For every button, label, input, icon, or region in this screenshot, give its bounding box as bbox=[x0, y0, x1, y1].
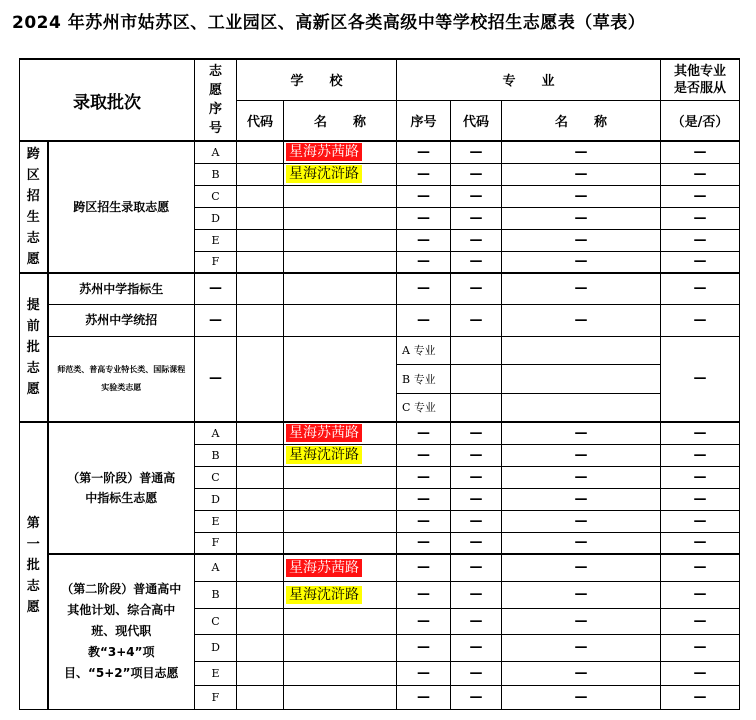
school-code-cell[interactable] bbox=[237, 581, 284, 608]
major-seq-header: 序号 bbox=[397, 100, 451, 141]
page-title: 2024 年苏州市姑苏区、工业园区、高新区各类高级中等学校招生志愿表（草表） bbox=[12, 13, 646, 33]
school-code-cell[interactable] bbox=[237, 336, 284, 422]
dash-cell: — bbox=[661, 661, 740, 685]
school-code-cell[interactable] bbox=[237, 304, 284, 336]
dash-cell: — bbox=[451, 532, 502, 554]
dash-cell: — bbox=[397, 141, 451, 163]
school-name-cell[interactable] bbox=[284, 422, 397, 444]
school-name-cell[interactable] bbox=[284, 229, 397, 251]
dash-cell: — bbox=[451, 608, 502, 634]
dash-cell: — bbox=[451, 466, 502, 488]
dash-cell: — bbox=[502, 444, 661, 466]
order-cell: B bbox=[195, 581, 237, 608]
application-form-table bbox=[19, 58, 740, 710]
school-tag-suqian: 星海苏茜路 bbox=[286, 424, 362, 442]
school-code-cell[interactable] bbox=[237, 251, 284, 273]
special-label: 师范类、普高专业特长类、国际课程实验类志愿 bbox=[48, 336, 195, 422]
order-cell: D bbox=[195, 207, 237, 229]
order-cell: A bbox=[195, 422, 237, 444]
dash-cell: — bbox=[397, 554, 451, 581]
school-name-cell[interactable] bbox=[284, 661, 397, 685]
dash-cell: — bbox=[451, 185, 502, 207]
school-code-cell[interactable] bbox=[237, 510, 284, 532]
dash-cell: — bbox=[502, 304, 661, 336]
dash-cell: — bbox=[451, 141, 502, 163]
dash-cell: — bbox=[397, 163, 451, 185]
dash-cell: — bbox=[502, 251, 661, 273]
order-cell: C bbox=[195, 185, 237, 207]
dash-cell: — bbox=[397, 661, 451, 685]
major-name-header: 名 称 bbox=[502, 100, 661, 141]
dash-cell: — bbox=[397, 685, 451, 709]
school-header: 学 校 bbox=[237, 59, 397, 100]
school-code-header: 代码 bbox=[237, 100, 284, 141]
dash-cell: — bbox=[661, 510, 740, 532]
dash-cell: — bbox=[451, 581, 502, 608]
school-code-cell[interactable] bbox=[237, 444, 284, 466]
dash-cell: — bbox=[502, 510, 661, 532]
dash-cell: — bbox=[397, 273, 451, 304]
school-code-cell[interactable] bbox=[237, 466, 284, 488]
school-tag-shenhu: 星海沈浒路 bbox=[286, 586, 362, 604]
quota-label: 苏州中学指标生 bbox=[48, 273, 195, 304]
order-cell: B bbox=[195, 444, 237, 466]
dash-cell: — bbox=[397, 444, 451, 466]
dash-cell: — bbox=[397, 510, 451, 532]
dash-cell: — bbox=[502, 634, 661, 661]
major-name-cell[interactable] bbox=[502, 393, 661, 422]
major-option-c: C 专业 bbox=[397, 393, 451, 422]
obey-header: 其他专业是否服从 bbox=[661, 59, 740, 100]
major-name-cell[interactable] bbox=[502, 364, 661, 393]
school-code-cell[interactable] bbox=[237, 532, 284, 554]
dash-cell: — bbox=[451, 304, 502, 336]
unified-label: 苏州中学统招 bbox=[48, 304, 195, 336]
dash-cell: — bbox=[502, 581, 661, 608]
dash-cell: — bbox=[502, 532, 661, 554]
stage2-label: （第二阶段）普通高中其他计划、综合高中班、现代职教“3+4”项目、“5+2”项目志愿 bbox=[48, 554, 195, 709]
dash-cell: — bbox=[661, 466, 740, 488]
dash-cell: — bbox=[502, 163, 661, 185]
school-name-cell[interactable] bbox=[284, 185, 397, 207]
dash-cell: — bbox=[661, 554, 740, 581]
school-name-cell[interactable] bbox=[284, 251, 397, 273]
dash-cell: — bbox=[451, 634, 502, 661]
major-code-cell[interactable] bbox=[451, 393, 502, 422]
dash-cell: — bbox=[502, 273, 661, 304]
dash-cell: — bbox=[451, 444, 502, 466]
school-name-cell[interactable] bbox=[284, 273, 397, 304]
dash-cell: — bbox=[502, 608, 661, 634]
dash-cell: — bbox=[661, 532, 740, 554]
order-header: 志愿序号 bbox=[195, 59, 237, 141]
cross-group-label: 跨区招生志愿 bbox=[20, 141, 48, 273]
major-code-header: 代码 bbox=[451, 100, 502, 141]
dash-cell: — bbox=[661, 422, 740, 444]
dash-cell: — bbox=[397, 532, 451, 554]
dash-cell: — bbox=[502, 661, 661, 685]
dash-cell: — bbox=[397, 422, 451, 444]
batch-header: 录取批次 bbox=[20, 59, 195, 141]
dash-cell: — bbox=[451, 207, 502, 229]
stage1-label: （第一阶段）普通高中指标生志愿 bbox=[48, 422, 195, 554]
dash-cell: — bbox=[502, 229, 661, 251]
cross-row-label: 跨区招生录取志愿 bbox=[48, 141, 195, 273]
dash-cell: — bbox=[661, 488, 740, 510]
dash-cell: — bbox=[661, 185, 740, 207]
order-cell: D bbox=[195, 634, 237, 661]
school-name-cell[interactable] bbox=[284, 163, 397, 185]
dash-cell: — bbox=[451, 229, 502, 251]
school-code-cell[interactable] bbox=[237, 229, 284, 251]
school-code-cell[interactable] bbox=[237, 141, 284, 163]
dash-cell: — bbox=[502, 466, 661, 488]
dash-cell: — bbox=[451, 273, 502, 304]
school-name-header: 名 称 bbox=[284, 100, 397, 141]
dash-cell: — bbox=[661, 273, 740, 304]
dash-cell: — bbox=[195, 273, 237, 304]
dash-cell: — bbox=[397, 251, 451, 273]
major-header: 专 业 bbox=[397, 59, 661, 100]
dash-cell: — bbox=[451, 251, 502, 273]
order-cell: A bbox=[195, 141, 237, 163]
school-name-cell[interactable] bbox=[284, 634, 397, 661]
dash-cell: — bbox=[502, 685, 661, 709]
school-name-cell[interactable] bbox=[284, 685, 397, 709]
order-cell: F bbox=[195, 251, 237, 273]
school-tag-suqian: 星海苏茜路 bbox=[286, 559, 362, 577]
dash-cell: — bbox=[661, 304, 740, 336]
dash-cell: — bbox=[502, 141, 661, 163]
school-name-cell[interactable] bbox=[284, 141, 397, 163]
school-code-cell[interactable] bbox=[237, 685, 284, 709]
school-name-cell[interactable] bbox=[284, 554, 397, 581]
school-tag-shenhu: 星海沈浒路 bbox=[286, 165, 362, 183]
dash-cell: — bbox=[397, 488, 451, 510]
major-name-cell[interactable] bbox=[502, 336, 661, 364]
order-cell: D bbox=[195, 488, 237, 510]
school-code-cell[interactable] bbox=[237, 207, 284, 229]
order-cell: B bbox=[195, 163, 237, 185]
school-code-cell[interactable] bbox=[237, 422, 284, 444]
school-code-cell[interactable] bbox=[237, 608, 284, 634]
dash-cell: — bbox=[451, 554, 502, 581]
dash-cell: — bbox=[502, 185, 661, 207]
dash-cell: — bbox=[661, 444, 740, 466]
first-group-label: 第一批志愿 bbox=[20, 422, 48, 709]
dash-cell: — bbox=[661, 207, 740, 229]
dash-cell: — bbox=[661, 608, 740, 634]
school-name-cell[interactable] bbox=[284, 532, 397, 554]
dash-cell: — bbox=[451, 661, 502, 685]
dash-cell: — bbox=[502, 488, 661, 510]
order-cell: C bbox=[195, 466, 237, 488]
school-name-cell[interactable] bbox=[284, 444, 397, 466]
order-cell: E bbox=[195, 661, 237, 685]
dash-cell: — bbox=[502, 554, 661, 581]
dash-cell: — bbox=[195, 304, 237, 336]
school-name-cell[interactable] bbox=[284, 488, 397, 510]
school-tag-suqian: 星海苏茜路 bbox=[286, 143, 362, 161]
dash-cell: — bbox=[502, 422, 661, 444]
dash-cell: — bbox=[451, 510, 502, 532]
major-option-a: A 专业 bbox=[397, 336, 451, 364]
school-code-cell[interactable] bbox=[237, 554, 284, 581]
order-cell: F bbox=[195, 685, 237, 709]
dash-cell: — bbox=[661, 251, 740, 273]
school-name-cell[interactable] bbox=[284, 207, 397, 229]
school-name-cell[interactable] bbox=[284, 336, 397, 422]
dash-cell: — bbox=[661, 634, 740, 661]
major-option-b: B 专业 bbox=[397, 364, 451, 393]
school-code-cell[interactable] bbox=[237, 185, 284, 207]
dash-cell: — bbox=[451, 685, 502, 709]
dash-cell: — bbox=[397, 185, 451, 207]
dash-cell: — bbox=[502, 207, 661, 229]
school-name-cell[interactable] bbox=[284, 510, 397, 532]
dash-cell: — bbox=[661, 141, 740, 163]
dash-cell: — bbox=[397, 304, 451, 336]
dash-cell: — bbox=[397, 608, 451, 634]
major-code-cell[interactable] bbox=[451, 336, 502, 364]
order-cell: F bbox=[195, 532, 237, 554]
order-cell: E bbox=[195, 510, 237, 532]
school-code-cell[interactable] bbox=[237, 661, 284, 685]
major-code-cell[interactable] bbox=[451, 364, 502, 393]
early-group-label: 提前批志愿 bbox=[20, 273, 48, 422]
dash-cell: — bbox=[195, 336, 237, 422]
school-code-cell[interactable] bbox=[237, 488, 284, 510]
dash-cell: — bbox=[397, 207, 451, 229]
dash-cell: — bbox=[397, 229, 451, 251]
dash-cell: — bbox=[397, 466, 451, 488]
order-cell: C bbox=[195, 608, 237, 634]
dash-cell: — bbox=[661, 163, 740, 185]
order-cell: A bbox=[195, 554, 237, 581]
dash-cell: — bbox=[661, 229, 740, 251]
order-cell: E bbox=[195, 229, 237, 251]
dash-cell: — bbox=[451, 422, 502, 444]
dash-cell: — bbox=[397, 581, 451, 608]
school-code-cell[interactable] bbox=[237, 163, 284, 185]
dash-cell: — bbox=[661, 336, 740, 422]
dash-cell: — bbox=[451, 163, 502, 185]
school-code-cell[interactable] bbox=[237, 273, 284, 304]
school-code-cell[interactable] bbox=[237, 634, 284, 661]
school-name-cell[interactable] bbox=[284, 304, 397, 336]
dash-cell: — bbox=[451, 488, 502, 510]
school-name-cell[interactable] bbox=[284, 608, 397, 634]
dash-cell: — bbox=[661, 685, 740, 709]
school-name-cell[interactable] bbox=[284, 466, 397, 488]
school-name-cell[interactable] bbox=[284, 581, 397, 608]
school-tag-shenhu: 星海沈浒路 bbox=[286, 446, 362, 464]
dash-cell: — bbox=[661, 581, 740, 608]
dash-cell: — bbox=[397, 634, 451, 661]
obey-yesno-header: （是/否） bbox=[661, 100, 740, 141]
